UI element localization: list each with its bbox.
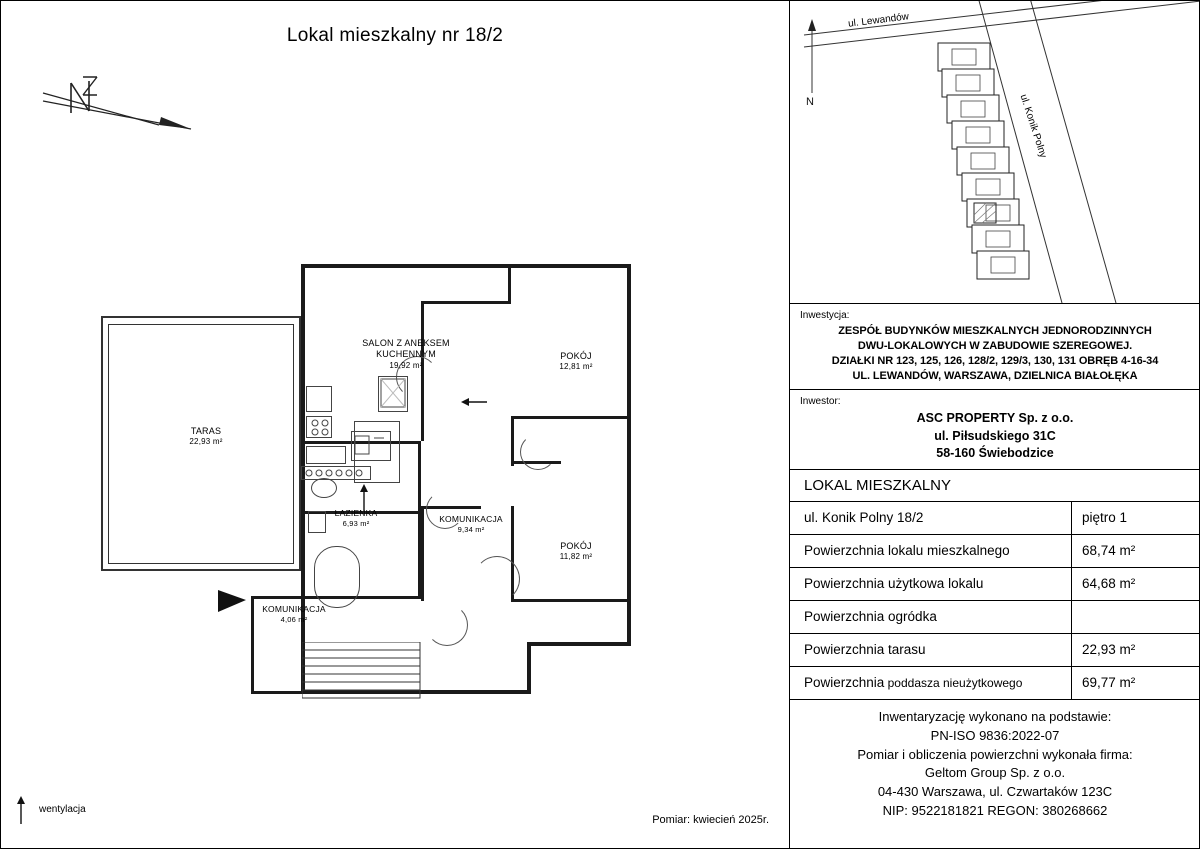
wardrobe-icon (354, 421, 400, 483)
page-title: Lokal mieszkalny nr 18/2 (286, 25, 504, 46)
room-label-pokoj-2: POKÓJ 11,82 m² (559, 541, 593, 562)
room-label-komunikacja-2: KOMUNIKACJA 4,06 m² (262, 604, 326, 624)
investor-line: 58-160 Świebodzice (936, 446, 1054, 461)
investment-caption: Inwestycja: (800, 310, 850, 321)
investor-line: ul. Piłsudskiego 31C (934, 428, 1056, 443)
bathtub-icon (314, 546, 360, 608)
ventilation-label: wentylacja (39, 804, 86, 815)
apartment-floor-plan (96, 256, 656, 706)
area-value: 69,77 m² (1072, 666, 1200, 699)
street-label-lewandow: ul. Lewandów (847, 11, 910, 30)
washbasin-icon (311, 478, 337, 498)
site-map-drawing (790, 1, 1200, 303)
table-row (790, 502, 1200, 535)
site-map (790, 1, 1200, 304)
area-label (790, 666, 1072, 699)
area-label-main: Powierzchnia (804, 675, 885, 691)
investment-line: DZIAŁKI NR 123, 125, 126, 128/2, 129/3, 130, 131 OBRĘB 4-16-34 (831, 354, 1159, 367)
investment-section (790, 304, 1200, 390)
area-value: 68,74 m² (1072, 534, 1200, 567)
footer-block (790, 700, 1200, 829)
staircase (302, 642, 422, 700)
direction-marker-icon (216, 586, 256, 616)
area-label: Powierzchnia użytkowa lokalu (790, 567, 1072, 600)
table-row (790, 534, 1200, 567)
north-arrow-icon (41, 73, 231, 133)
up-arrow-icon (13, 796, 29, 826)
investment-line: UL. LEWANDÓW, WARSZAWA, DZIELNICA BIAŁOŁĘKA (852, 369, 1138, 382)
door-swing (426, 604, 468, 646)
area-table (790, 502, 1200, 700)
door-swing (474, 556, 520, 602)
measurement-date: Pomiar: kwiecień 2025r. (652, 814, 769, 826)
ventilation-legend (9, 796, 229, 826)
area-label: Powierzchnia tarasu (790, 633, 1072, 666)
room-label-salon: SALON Z ANEKSEM KUCHENNYM 19,92 m² (362, 338, 450, 370)
investment-line: DWU-LOKALOWYCH W ZABUDOWIE SZEREGOWEJ. (857, 339, 1133, 352)
footer-line: Inwentaryzację wykonano na podstawie: (878, 708, 1112, 724)
investor-line: ASC PROPERTY Sp. z o.o. (916, 411, 1074, 426)
left-arrow-icon (461, 396, 489, 408)
footer-line: Pomiar i obliczenia powierzchni wykonała firma: (857, 746, 1133, 762)
investment-line: ZESPÓŁ BUDYNKÓW MIESZKALNYCH JEDNORODZINNYCH (838, 325, 1152, 337)
room-label-lazienka: ŁAZIENKA 6,93 m² (334, 508, 378, 528)
floor-plan-pane (1, 1, 789, 848)
table-row (790, 633, 1200, 666)
unit-address: ul. Konik Polny 18/2 (790, 502, 1072, 535)
svg-text:N: N (806, 96, 814, 108)
area-value: 64,68 m² (1072, 567, 1200, 600)
room-label-pokoj-1: POKÓJ 12,81 m² (559, 351, 593, 372)
footer-line: 04-430 Warszawa, ul. Czwartaków 123C (877, 784, 1113, 800)
area-label: Powierzchnia ogródka (790, 600, 1072, 633)
area-value (1072, 600, 1200, 633)
table-row (790, 600, 1200, 633)
table-row (790, 567, 1200, 600)
area-label: Powierzchnia lokalu mieszkalnego (790, 534, 1072, 567)
area-label-sub: poddasza nieużytkowego (884, 676, 1023, 691)
door-swing (520, 434, 556, 470)
room-label-taras: TARAS 22,93 m² (189, 426, 223, 447)
street-label-konik-polny: ul. Konik Polny (1017, 93, 1049, 160)
footer-line: Geltom Group Sp. z o.o. (924, 765, 1066, 781)
table-row (790, 666, 1200, 699)
investor-caption: Inwestor: (800, 396, 841, 408)
investor-section (790, 390, 1200, 470)
unit-heading: LOKAL MIESZKALNY (790, 470, 1200, 502)
title-block-pane (789, 1, 1200, 848)
stove-icon (308, 416, 332, 438)
area-value: 22,93 m² (1072, 633, 1200, 666)
unit-floor: piętro 1 (1072, 502, 1200, 535)
shower-tray-icon (379, 377, 407, 411)
footer-line: NIP: 9522181821 REGON: 380268662 (882, 803, 1108, 819)
room-label-komunikacja-1: KOMUNIKACJA 9,34 m² (439, 514, 503, 534)
footer-line: PN-ISO 9836:2022-07 (930, 727, 1060, 743)
